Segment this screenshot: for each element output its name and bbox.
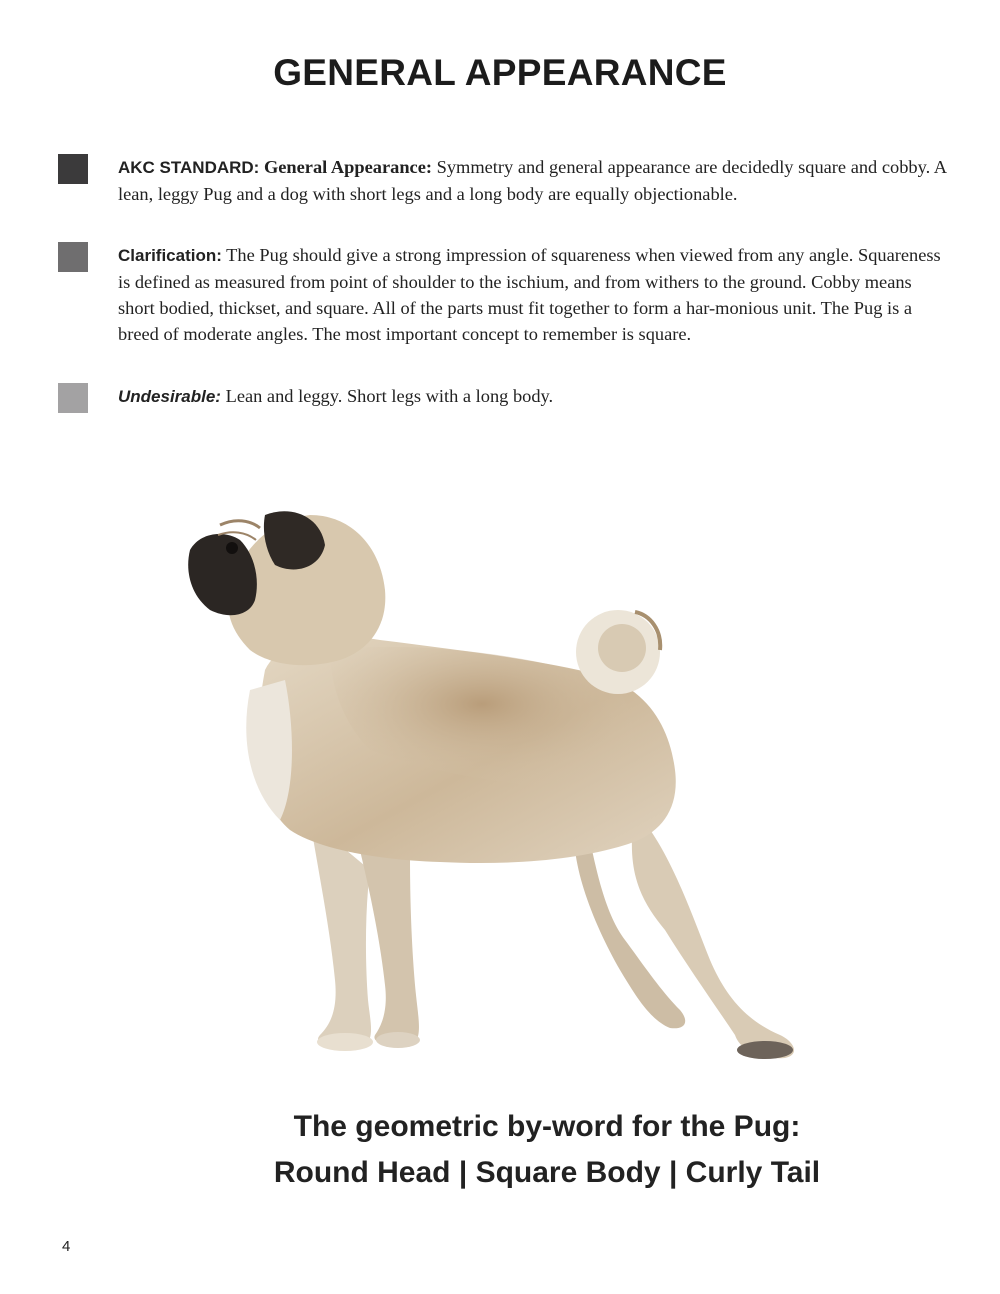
section-label: Undesirable: bbox=[118, 387, 221, 406]
section-marker-square bbox=[58, 242, 88, 272]
caption-line-1: The geometric by-word for the Pug: bbox=[293, 1110, 801, 1143]
section-text bbox=[118, 154, 948, 207]
section-label: AKC STANDARD: bbox=[118, 158, 260, 177]
section-label: Clarification: bbox=[118, 246, 222, 265]
section-body: Symmetry and general appearance are decidedly square and cobby. A lean, leggy Pug and a dog with short legs and a long body are equally objectionable. bbox=[118, 157, 947, 204]
section-marker-square bbox=[58, 154, 88, 184]
page-title: GENERAL APPEARANCE bbox=[273, 52, 727, 93]
section-text bbox=[118, 383, 948, 410]
pug-photo bbox=[170, 490, 810, 1065]
section-body: Lean and leggy. Short legs with a long body. bbox=[220, 386, 554, 406]
section-marker-square bbox=[58, 383, 88, 413]
section-text bbox=[118, 242, 948, 347]
page-number: 4 bbox=[62, 1238, 71, 1255]
section-body: The Pug should give a strong impression of squareness when viewed from any angle. Squareness is defined as measured from point of shoulder to the ischium, and from withers to the ground. Cobby means short bodied, thickset, and square. All of the parts must fit together to form a har-monious unit. The Pug is a breed of moderate angles. The most important concept to remember is square. bbox=[118, 245, 941, 344]
section-sublabel: General Appearance: bbox=[263, 157, 432, 177]
caption-line-2: Round Head | Square Body | Curly Tail bbox=[273, 1156, 821, 1189]
